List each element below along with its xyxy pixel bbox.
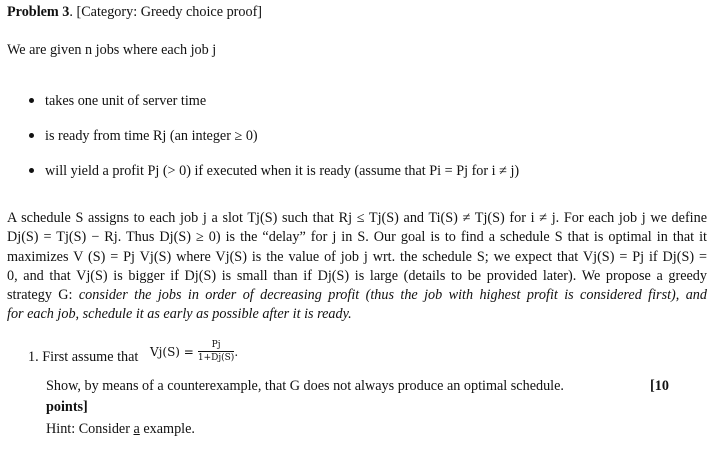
formula-lhs: Vj(S) =	[150, 344, 194, 359]
schedule-paragraph	[7, 209, 707, 325]
bullet-dot-icon	[29, 133, 34, 138]
question-1-prefix: 1. First assume that	[28, 349, 139, 365]
hint-suffix: example.	[139, 421, 195, 437]
hint-prefix: Hint: Consider	[46, 421, 134, 437]
bullet-dot-icon	[29, 98, 34, 103]
paragraph-italic-text: consider the jobs in order of decreasing profit (thus the job with highest profit is considered first), and	[78, 287, 707, 304]
list-item-text: is ready from time Rj (an integer ≥ 0)	[45, 128, 258, 144]
problem-label: Problem 3	[7, 4, 70, 20]
hint-underlined-word: a	[133, 421, 140, 437]
list-item-text: takes one unit of server time	[45, 93, 207, 109]
paragraph-line: A schedule S assigns to each job j a slot Tj(S) such that Rj ≤ Tj(S) and Ti(S) ≠ Tj(S) for i ≠ j. For each job j we define	[7, 210, 707, 226]
problem-category: . [Category: Greedy choice proof]	[69, 4, 263, 20]
formula-end: .	[234, 344, 239, 359]
hint-text	[46, 420, 195, 438]
paragraph-line	[7, 286, 707, 305]
bullet-dot-icon	[29, 168, 34, 173]
formula-numerator: Pj	[198, 340, 234, 352]
intro-text: We are given n jobs where each job j	[7, 42, 217, 58]
problem-title	[7, 3, 262, 21]
paragraph-line: 0, and that Vj(S) is bigger if Dj(S) is small than if Dj(S) is large (details to be provided later). We propose a greedy	[7, 267, 707, 284]
paragraph-plain-text: strategy G:	[7, 287, 79, 304]
points-label-continued: points]	[46, 399, 88, 415]
list-item-text: will yield a profit Pj (> 0) if executed when it is ready (assume that Pi = Pj for i ≠ j)	[45, 163, 520, 179]
value-formula	[150, 340, 238, 363]
question-1-task: Show, by means of a counterexample, that G does not always produce an optimal schedule.	[46, 378, 564, 394]
paragraph-line: for each job, schedule it as early as possible after it is ready.	[7, 306, 352, 323]
formula-denominator: 1+Dj(S)	[197, 353, 235, 363]
paragraph-line: Dj(S) = Tj(S) − Rj. Thus Dj(S) ≥ 0) is the “delay” for j in S. Our goal is to find a schedule S that is optimal in that it	[7, 229, 707, 246]
formula-fraction	[198, 340, 234, 363]
paragraph-line: maximizes V (S) = Pj Vj(S) where Vj(S) is the value of job j wrt. the schedule S; we expect that Vj(S) = Pj if Dj(S) =	[7, 248, 707, 265]
points-label: [10	[650, 378, 669, 394]
